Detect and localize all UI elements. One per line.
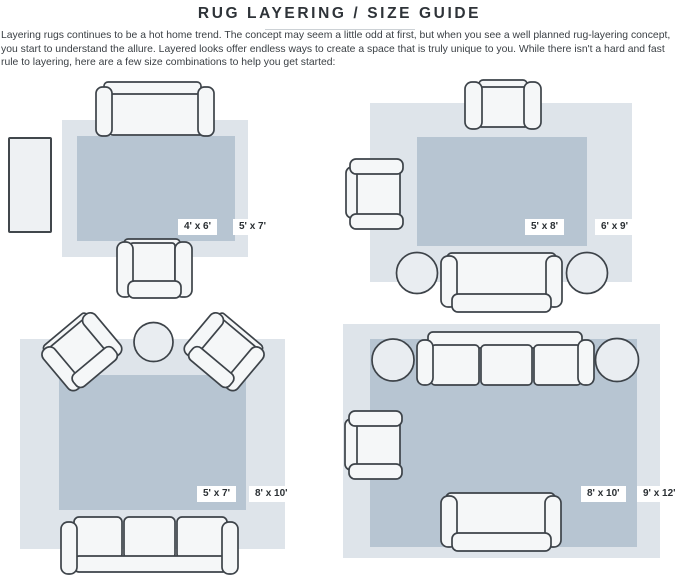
- rug-size-label-outer: 9' x 12': [637, 486, 679, 502]
- console-table: [9, 138, 51, 232]
- sofa-cushion-2: [481, 345, 532, 385]
- three-seat-sofa-bottom: [61, 517, 238, 574]
- pouf-right: [567, 253, 608, 294]
- rug-size-label-outer: 8' x 10': [249, 486, 294, 502]
- sofa-cushion-1: [431, 345, 479, 385]
- armchair-left: [346, 159, 403, 229]
- chair-seat: [357, 170, 400, 216]
- sofa-bottom: [441, 253, 562, 312]
- sofa-arm-right: [222, 522, 238, 574]
- sofa-seat: [109, 94, 204, 135]
- armchair-angled-right: [180, 308, 269, 395]
- round-side-table: [134, 323, 173, 362]
- sofa-cushion-3: [177, 517, 227, 559]
- page-title: RUG LAYERING / SIZE GUIDE: [197, 5, 482, 22]
- chair-arm-left: [465, 82, 482, 129]
- loveseat-sofa-top: [96, 82, 214, 136]
- chair-arm-right: [524, 82, 541, 129]
- pouf-left: [397, 253, 438, 294]
- armchair-top: [465, 80, 541, 129]
- sofa-cushion-2: [124, 517, 175, 559]
- armchair-left: [345, 411, 402, 479]
- sofa-front-cushion: [452, 533, 551, 551]
- armchair-bottom: [117, 239, 192, 298]
- loveseat-sofa-bottom: [441, 493, 561, 551]
- sofa-cushion-3: [534, 345, 581, 385]
- armchair-angled-left: [37, 308, 126, 395]
- rug-size-label-inner: 5' x 8': [525, 219, 564, 235]
- rug-size-label-inner: 8' x 10': [581, 486, 626, 502]
- sofa-front-cushion: [452, 294, 551, 312]
- rug-size-label-inner: 5' x 7': [197, 486, 236, 502]
- chair-arm-top: [350, 159, 403, 174]
- sofa-arm-left: [417, 340, 433, 385]
- pouf-right: [596, 339, 639, 382]
- pouf-left: [372, 339, 414, 381]
- chair-arm-bottom: [349, 464, 402, 479]
- chair-arm-top: [349, 411, 402, 426]
- sofa-arm-right: [578, 340, 594, 385]
- chair-front-cushion: [128, 281, 181, 298]
- chair-arm-bottom: [350, 214, 403, 229]
- three-seat-sofa-top: [417, 332, 594, 385]
- intro-text: Layering rugs continues to be a hot home trend. The concept may seem a little odd at first, but when you see a well planned rug-layering concept, you start to understand the allure. Layered looks offer endless ways to create a space that is truly unique to you. While there isn't a hard and fast rule to layering, here are a few size combinations to help you get started:: [1, 30, 671, 69]
- sofa-cushion-1: [74, 517, 122, 559]
- sofa-arm-left: [61, 522, 77, 574]
- chair-seat: [357, 422, 400, 467]
- rug-size-label-outer: 6' x 9': [595, 219, 634, 235]
- sofa-front-cushion: [74, 556, 228, 572]
- chair-seat: [478, 87, 528, 127]
- sofa-arm-right: [198, 87, 214, 136]
- chair-seat: [130, 243, 175, 285]
- rug-size-label-outer: 5' x 7': [233, 219, 272, 235]
- sofa-arm-left: [96, 87, 112, 136]
- rug-size-label-inner: 4' x 6': [178, 219, 217, 235]
